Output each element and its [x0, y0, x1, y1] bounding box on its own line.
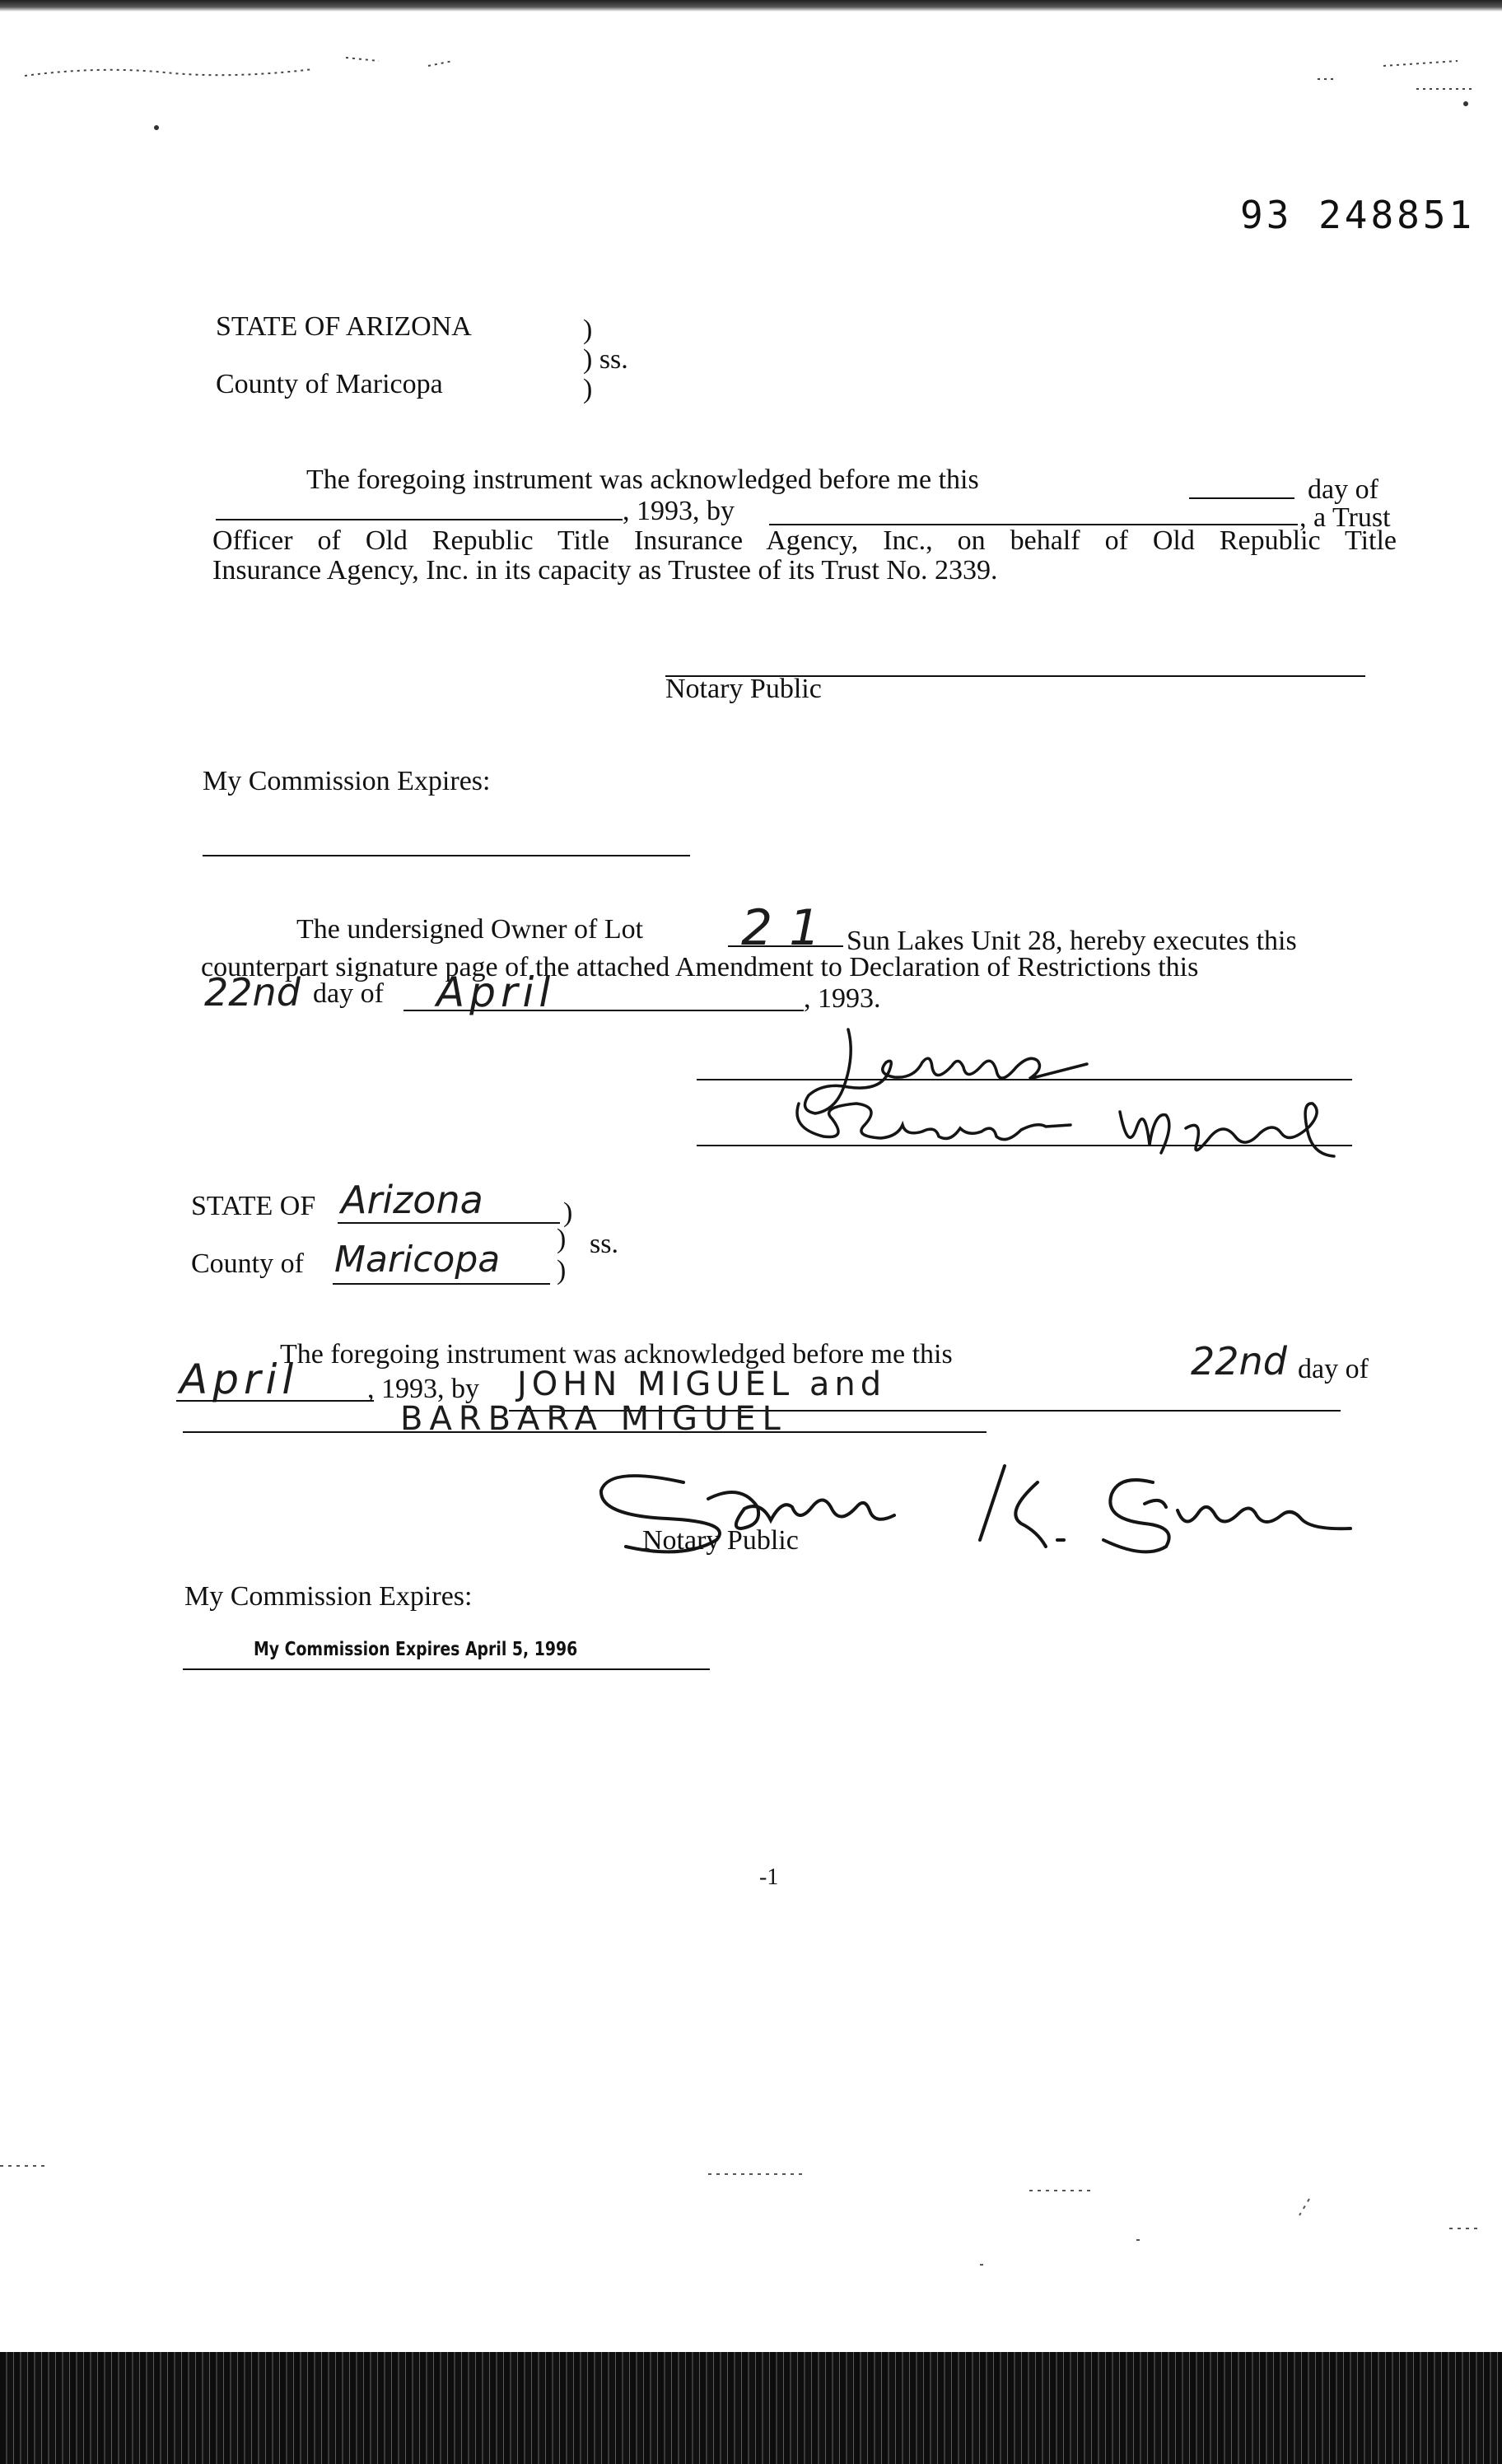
state-handwritten: Arizona	[341, 1178, 483, 1222]
venue-paren-2c: )	[557, 1255, 567, 1286]
venue-paren-2: )	[563, 1197, 573, 1228]
blank-day	[1189, 497, 1294, 499]
day-handwritten-2: 22nd	[1191, 1339, 1287, 1384]
owner-text-line2: counterpart signature page of the attached Amendment to Declaration of Restrictions this	[201, 952, 1199, 982]
page-mark: -1	[759, 1864, 779, 1890]
scan-edge-bottom	[0, 2352, 1502, 2464]
scan-noise-top	[0, 0, 1502, 99]
document-number: 93 248851	[1240, 193, 1476, 237]
notary-public-label-2: Notary Public	[642, 1525, 799, 1556]
venue-ss: ) ss.	[583, 344, 628, 375]
state-heading: STATE OF ARIZONA	[216, 311, 472, 342]
ack2-text-line1a: The foregoing instrument was acknowledged before me this	[280, 1339, 953, 1370]
owner-text-line3b: , 1993.	[804, 983, 881, 1014]
owner-text-line3a: day of	[313, 978, 384, 1009]
month-handwritten: April	[436, 968, 556, 1016]
blank-state	[338, 1222, 560, 1224]
ack2-text-line1b: day of	[1298, 1354, 1369, 1384]
ack-text-line3: Officer of Old Republic Title Insurance Agency, Inc., on behalf of Old Republic Title	[212, 525, 1397, 556]
names-handwritten-2: BARBARA MIGUEL	[400, 1400, 787, 1438]
ack-text-line1b: day of	[1308, 474, 1378, 505]
county-handwritten: Maricopa	[334, 1239, 501, 1281]
ack-text-line2a: , 1993, by	[623, 496, 735, 526]
commission-expires-label-2: My Commission Expires:	[184, 1581, 473, 1612]
venue-paren: )	[583, 315, 593, 345]
county-heading-2: County of	[191, 1248, 304, 1279]
owner-signature-barbara	[774, 1079, 1367, 1178]
venue-ss-2: ss.	[590, 1229, 618, 1259]
commission-expires-label: My Commission Expires:	[203, 766, 491, 796]
scan-noise-bottom	[0, 2092, 1502, 2339]
ack-text-line2b: , a Trust	[1299, 502, 1391, 533]
blank-month-2	[176, 1400, 374, 1402]
commission-expires-line-2	[183, 1668, 710, 1670]
owner-text-line1a: The undersigned Owner of Lot	[296, 914, 644, 945]
commission-expiration-stamp: My Commission Expires April 5, 1996	[254, 1639, 578, 1660]
venue-paren-2b: )	[557, 1224, 567, 1254]
names-handwritten-1: JOHN MIGUEL and	[517, 1365, 887, 1403]
notary-public-label: Notary Public	[665, 674, 822, 704]
blank-date	[216, 519, 623, 520]
blank-county	[333, 1283, 550, 1285]
commission-expires-line	[203, 855, 690, 856]
owner-text-line1b: Sun Lakes Unit 28, hereby executes this	[847, 926, 1297, 956]
state-heading-2: STATE OF	[191, 1191, 316, 1221]
county-heading: County of Maricopa	[216, 369, 443, 399]
month-handwritten-2: April	[180, 1356, 299, 1403]
venue-paren: )	[583, 374, 593, 404]
ack2-text-line2a: , 1993, by	[367, 1374, 479, 1404]
ack-text-line4: Insurance Agency, Inc. in its capacity as Trustee of its Trust No. 2339.	[212, 555, 998, 586]
ack-text-line1a: The foregoing instrument was acknowledged before me this	[306, 464, 979, 495]
day-handwritten: 22nd	[204, 970, 301, 1015]
lot-number-handwritten: 21	[741, 899, 837, 957]
